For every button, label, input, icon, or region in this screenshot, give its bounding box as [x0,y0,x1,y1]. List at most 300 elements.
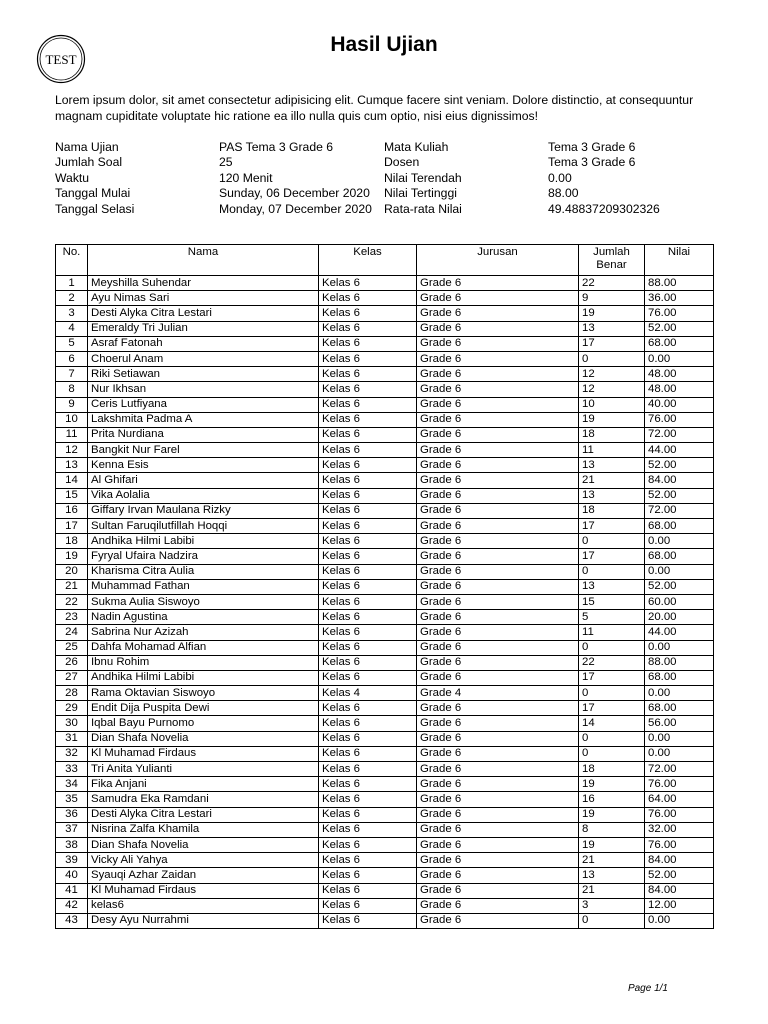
header-jurusan: Jurusan [417,245,579,276]
table-row [56,853,714,868]
cell-nilai: 76.00 [645,807,714,822]
cell-no: 27 [56,670,88,685]
cell-kelas: Kelas 6 [319,670,417,685]
cell-nama: Andhika Hilmi Labibi [88,670,319,685]
cell-nilai: 84.00 [645,883,714,898]
cell-jumlah-benar: 21 [579,473,645,488]
cell-nama: Giffary Irvan Maulana Rizky [88,503,319,518]
cell-jumlah-benar: 8 [579,822,645,837]
cell-jumlah-benar: 11 [579,443,645,458]
cell-kelas: Kelas 6 [319,443,417,458]
cell-jurusan: Grade 6 [417,822,579,837]
cell-jumlah-benar: 18 [579,762,645,777]
cell-nilai: 52.00 [645,321,714,336]
cell-jurusan: Grade 6 [417,670,579,685]
info-label: Nilai Terendah [384,170,462,185]
cell-nama: Emeraldy Tri Julian [88,321,319,336]
cell-nilai: 72.00 [645,762,714,777]
cell-jumlah-benar: 17 [579,336,645,351]
cell-nilai: 76.00 [645,306,714,321]
cell-jurusan: Grade 6 [417,336,579,351]
intro-paragraph: Lorem ipsum dolor, sit amet consectetur adipisicing elit. Cumque facere sint veniam. Dolore distinctio, at consequuntur magnam cupiditate voluptate hic ratione ea illo nulla quis cum optio, nisi eius dignissimos! [55,93,694,123]
table-row [56,792,714,807]
info-label: Waktu [55,170,90,185]
info-row [55,202,708,217]
cell-no: 9 [56,397,88,412]
cell-jurusan: Grade 6 [417,549,579,564]
cell-nilai: 68.00 [645,519,714,534]
cell-nilai: 0.00 [645,564,714,579]
cell-kelas: Kelas 4 [319,686,417,701]
logo-text: TEST [45,52,77,67]
cell-kelas: Kelas 6 [319,503,417,518]
cell-no: 24 [56,625,88,640]
info-value: PAS Tema 3 Grade 6 [219,140,334,154]
info-value: 88.00 [548,186,579,201]
table-row [56,762,714,777]
cell-jurusan: Grade 6 [417,412,579,427]
cell-nama: Dahfa Mohamad Alfian [88,640,319,655]
cell-jurusan: Grade 6 [417,473,579,488]
table-row [56,276,714,291]
cell-no: 19 [56,549,88,564]
cell-nama: Desti Alyka Citra Lestari [88,807,319,822]
cell-no: 26 [56,655,88,670]
header-no: No. [56,245,88,276]
table-row [56,306,714,321]
cell-nama: Ayu Nimas Sari [88,291,319,306]
cell-jumlah-benar: 17 [579,701,645,716]
cell-nilai: 48.00 [645,367,714,382]
cell-nilai: 0.00 [645,731,714,746]
table-row [56,868,714,883]
cell-nama: Sabrina Nur Azizah [88,625,319,640]
cell-nama: Muhammad Fathan [88,579,319,594]
cell-jumlah-benar: 13 [579,579,645,594]
cell-kelas: Kelas 6 [319,640,417,655]
cell-kelas: Kelas 6 [319,412,417,427]
cell-no: 15 [56,488,88,503]
cell-no: 43 [56,913,88,928]
cell-jurusan: Grade 6 [417,564,579,579]
header-kelas: Kelas [319,245,417,276]
cell-jumlah-benar: 3 [579,898,645,913]
cell-jumlah-benar: 17 [579,519,645,534]
cell-kelas: Kelas 6 [319,382,417,397]
cell-nilai: 64.00 [645,792,714,807]
cell-nama: Nisrina Zalfa Khamila [88,822,319,837]
info-label: Dosen [384,155,420,170]
cell-jurusan: Grade 6 [417,777,579,792]
cell-nilai: 44.00 [645,625,714,640]
results-table [55,244,714,929]
info-label: Mata Kuliah [384,140,449,154]
cell-nilai: 52.00 [645,488,714,503]
cell-kelas: Kelas 6 [319,625,417,640]
cell-kelas: Kelas 6 [319,473,417,488]
header-nama: Nama [88,245,319,276]
table-row [56,716,714,731]
cell-kelas: Kelas 6 [319,837,417,852]
cell-kelas: Kelas 6 [319,731,417,746]
cell-jumlah-benar: 0 [579,640,645,655]
cell-kelas: Kelas 6 [319,549,417,564]
cell-nama: Rama Oktavian Siswoyo [88,686,319,701]
cell-nilai: 76.00 [645,412,714,427]
page-number: Page 1/1 [627,983,668,994]
cell-jumlah-benar: 0 [579,686,645,701]
cell-no: 42 [56,898,88,913]
table-row [56,807,714,822]
cell-nama: Prita Nurdiana [88,427,319,442]
cell-nama: Fyryal Ufaira Nadzira [88,549,319,564]
cell-kelas: Kelas 6 [319,655,417,670]
cell-jurusan: Grade 6 [417,291,579,306]
cell-no: 17 [56,519,88,534]
cell-jurusan: Grade 6 [417,701,579,716]
cell-no: 40 [56,868,88,883]
cell-nilai: 84.00 [645,473,714,488]
info-value: 49.48837209302326 [548,201,660,216]
cell-nilai: 36.00 [645,291,714,306]
cell-nama: Syauqi Azhar Zaidan [88,868,319,883]
table-row [56,549,714,564]
cell-kelas: Kelas 6 [319,291,417,306]
cell-no: 7 [56,367,88,382]
cell-nama: Kl Muhamad Firdaus [88,746,319,761]
cell-jumlah-benar: 19 [579,306,645,321]
cell-kelas: Kelas 6 [319,427,417,442]
table-row [56,640,714,655]
cell-no: 37 [56,822,88,837]
cell-jumlah-benar: 22 [579,655,645,670]
cell-nama: Al Ghifari [88,473,319,488]
info-value: Monday, 07 December 2020 [219,201,372,216]
table-row [56,655,714,670]
cell-jurusan: Grade 6 [417,853,579,868]
cell-jumlah-benar: 15 [579,594,645,609]
table-row [56,883,714,898]
cell-jumlah-benar: 18 [579,503,645,518]
cell-nilai: 56.00 [645,716,714,731]
cell-jurusan: Grade 6 [417,807,579,822]
cell-kelas: Kelas 6 [319,321,417,336]
info-label: Tanggal Selasi [55,201,135,216]
cell-jumlah-benar: 21 [579,853,645,868]
cell-no: 6 [56,351,88,366]
cell-nama: Lakshmita Padma A [88,412,319,427]
cell-jumlah-benar: 0 [579,746,645,761]
cell-jumlah-benar: 18 [579,427,645,442]
cell-no: 21 [56,579,88,594]
cell-no: 8 [56,382,88,397]
cell-no: 30 [56,716,88,731]
cell-kelas: Kelas 6 [319,913,417,928]
cell-jurusan: Grade 6 [417,321,579,336]
cell-kelas: Kelas 6 [319,336,417,351]
cell-nama: Iqbal Bayu Purnomo [88,716,319,731]
cell-no: 38 [56,837,88,852]
cell-jurusan: Grade 6 [417,397,579,412]
cell-nilai: 0.00 [645,534,714,549]
cell-no: 18 [56,534,88,549]
info-value: 25 [219,155,233,170]
cell-jumlah-benar: 13 [579,321,645,336]
cell-nilai: 0.00 [645,351,714,366]
exam-info [55,140,708,217]
cell-jumlah-benar: 13 [579,458,645,473]
cell-no: 10 [56,412,88,427]
info-value: 0.00 [548,170,572,185]
cell-no: 11 [56,427,88,442]
cell-jumlah-benar: 17 [579,549,645,564]
cell-nama: Andhika Hilmi Labibi [88,534,319,549]
cell-nama: Vika Aolalia [88,488,319,503]
cell-nilai: 60.00 [645,594,714,609]
cell-jumlah-benar: 19 [579,412,645,427]
header-jumlah-benar: Jumlah Benar [579,245,645,276]
cell-nilai: 44.00 [645,443,714,458]
cell-no: 16 [56,503,88,518]
table-row [56,625,714,640]
table-row [56,610,714,625]
info-value: 120 Menit [219,170,273,185]
cell-jurusan: Grade 6 [417,427,579,442]
cell-nilai: 68.00 [645,336,714,351]
table-row [56,777,714,792]
cell-nilai: 40.00 [645,397,714,412]
cell-kelas: Kelas 6 [319,868,417,883]
info-row [55,140,708,155]
cell-kelas: Kelas 6 [319,716,417,731]
cell-no: 14 [56,473,88,488]
cell-nilai: 52.00 [645,458,714,473]
cell-no: 33 [56,762,88,777]
cell-jurusan: Grade 6 [417,534,579,549]
cell-jurusan: Grade 6 [417,458,579,473]
cell-jumlah-benar: 14 [579,716,645,731]
cell-jumlah-benar: 11 [579,625,645,640]
table-row [56,731,714,746]
cell-jurusan: Grade 6 [417,519,579,534]
table-header-row [56,245,714,276]
cell-jumlah-benar: 12 [579,367,645,382]
cell-jurusan: Grade 6 [417,837,579,852]
cell-nama: Nur Ikhsan [88,382,319,397]
table-row [56,701,714,716]
cell-jurusan: Grade 6 [417,610,579,625]
cell-kelas: Kelas 6 [319,351,417,366]
cell-kelas: Kelas 6 [319,610,417,625]
info-label: Tanggal Mulai [55,186,131,201]
table-row [56,564,714,579]
cell-jurusan: Grade 6 [417,640,579,655]
cell-nilai: 76.00 [645,837,714,852]
cell-jurusan: Grade 6 [417,488,579,503]
cell-nama: Kharisma Citra Aulia [88,564,319,579]
cell-no: 20 [56,564,88,579]
cell-jurusan: Grade 6 [417,276,579,291]
cell-jumlah-benar: 12 [579,382,645,397]
cell-jurusan: Grade 6 [417,913,579,928]
cell-nilai: 0.00 [645,640,714,655]
cell-nilai: 76.00 [645,777,714,792]
table-row [56,686,714,701]
cell-nama: Ibnu Rohim [88,655,319,670]
cell-jurusan: Grade 6 [417,306,579,321]
cell-kelas: Kelas 6 [319,276,417,291]
cell-kelas: Kelas 6 [319,807,417,822]
table-row [56,534,714,549]
cell-nilai: 68.00 [645,670,714,685]
cell-no: 22 [56,594,88,609]
cell-jurusan: Grade 6 [417,579,579,594]
table-row [56,898,714,913]
info-value: Tema 3 Grade 6 [548,140,636,154]
cell-jurusan: Grade 6 [417,443,579,458]
table-row [56,412,714,427]
cell-nama: kelas6 [88,898,319,913]
cell-no: 5 [56,336,88,351]
cell-nama: Bangkit Nur Farel [88,443,319,458]
cell-no: 35 [56,792,88,807]
cell-nilai: 0.00 [645,746,714,761]
cell-kelas: Kelas 6 [319,898,417,913]
cell-kelas: Kelas 6 [319,777,417,792]
cell-kelas: Kelas 6 [319,822,417,837]
cell-nama: Sukma Aulia Siswoyo [88,594,319,609]
cell-no: 28 [56,686,88,701]
cell-nilai: 32.00 [645,822,714,837]
cell-nilai: 88.00 [645,655,714,670]
page-title: Hasil Ujian [330,33,438,56]
info-value: Tema 3 Grade 6 [548,155,636,170]
table-row [56,519,714,534]
info-label: Jumlah Soal [55,155,123,170]
cell-nama: Dian Shafa Novelia [88,837,319,852]
cell-jumlah-benar: 19 [579,777,645,792]
table-row [56,822,714,837]
cell-kelas: Kelas 6 [319,853,417,868]
cell-kelas: Kelas 6 [319,564,417,579]
cell-nama: Desy Ayu Nurrahmi [88,913,319,928]
cell-nilai: 52.00 [645,579,714,594]
info-label: Rata-rata Nilai [384,201,462,216]
cell-jurusan: Grade 6 [417,655,579,670]
cell-nama: Meyshilla Suhendar [88,276,319,291]
cell-nama: Kenna Esis [88,458,319,473]
cell-nama: Samudra Eka Ramdani [88,792,319,807]
info-value: Sunday, 06 December 2020 [219,186,370,201]
cell-nama: Fika Anjani [88,777,319,792]
cell-nama: Riki Setiawan [88,367,319,382]
cell-nama: Dian Shafa Novelia [88,731,319,746]
cell-jumlah-benar: 22 [579,276,645,291]
cell-no: 4 [56,321,88,336]
cell-jurusan: Grade 6 [417,883,579,898]
cell-nilai: 12.00 [645,898,714,913]
cell-nilai: 48.00 [645,382,714,397]
table-row [56,579,714,594]
cell-jumlah-benar: 13 [579,488,645,503]
cell-jumlah-benar: 0 [579,564,645,579]
cell-nilai: 84.00 [645,853,714,868]
cell-nama: Vicky Ali Yahya [88,853,319,868]
table-row [56,291,714,306]
table-row [56,336,714,351]
table-row [56,503,714,518]
cell-no: 23 [56,610,88,625]
table-row [56,594,714,609]
cell-no: 41 [56,883,88,898]
info-label: Nilai Tertinggi [384,186,457,201]
table-row [56,837,714,852]
cell-nama: Choerul Anam [88,351,319,366]
cell-no: 3 [56,306,88,321]
table-row [56,351,714,366]
cell-kelas: Kelas 6 [319,746,417,761]
cell-kelas: Kelas 6 [319,579,417,594]
cell-jumlah-benar: 5 [579,610,645,625]
cell-kelas: Kelas 6 [319,367,417,382]
cell-nilai: 68.00 [645,701,714,716]
cell-jurusan: Grade 6 [417,898,579,913]
info-label: Nama Ujian [55,140,119,154]
cell-nilai: 0.00 [645,913,714,928]
cell-nilai: 88.00 [645,276,714,291]
cell-jurusan: Grade 6 [417,762,579,777]
cell-kelas: Kelas 6 [319,534,417,549]
cell-jumlah-benar: 17 [579,670,645,685]
cell-jurusan: Grade 6 [417,731,579,746]
cell-nilai: 68.00 [645,549,714,564]
cell-kelas: Kelas 6 [319,701,417,716]
table-row [56,443,714,458]
cell-kelas: Kelas 6 [319,458,417,473]
cell-no: 25 [56,640,88,655]
cell-no: 13 [56,458,88,473]
cell-nama: Tri Anita Yulianti [88,762,319,777]
header-nilai: Nilai [645,245,714,276]
cell-nilai: 52.00 [645,868,714,883]
table-row [56,427,714,442]
cell-no: 34 [56,777,88,792]
table-row [56,382,714,397]
cell-jurusan: Grade 6 [417,746,579,761]
cell-jumlah-benar: 0 [579,913,645,928]
cell-no: 31 [56,731,88,746]
cell-jumlah-benar: 13 [579,868,645,883]
cell-nilai: 72.00 [645,503,714,518]
cell-jumlah-benar: 9 [579,291,645,306]
cell-kelas: Kelas 6 [319,762,417,777]
cell-kelas: Kelas 6 [319,792,417,807]
cell-no: 29 [56,701,88,716]
cell-nama: Ceris Lutfiyana [88,397,319,412]
table-row [56,473,714,488]
cell-kelas: Kelas 6 [319,594,417,609]
cell-nama: Asraf Fatonah [88,336,319,351]
cell-no: 32 [56,746,88,761]
cell-jurusan: Grade 6 [417,382,579,397]
table-row [56,488,714,503]
cell-kelas: Kelas 6 [319,883,417,898]
cell-no: 2 [56,291,88,306]
cell-jumlah-benar: 10 [579,397,645,412]
cell-no: 39 [56,853,88,868]
cell-jurusan: Grade 6 [417,503,579,518]
table-row [56,746,714,761]
